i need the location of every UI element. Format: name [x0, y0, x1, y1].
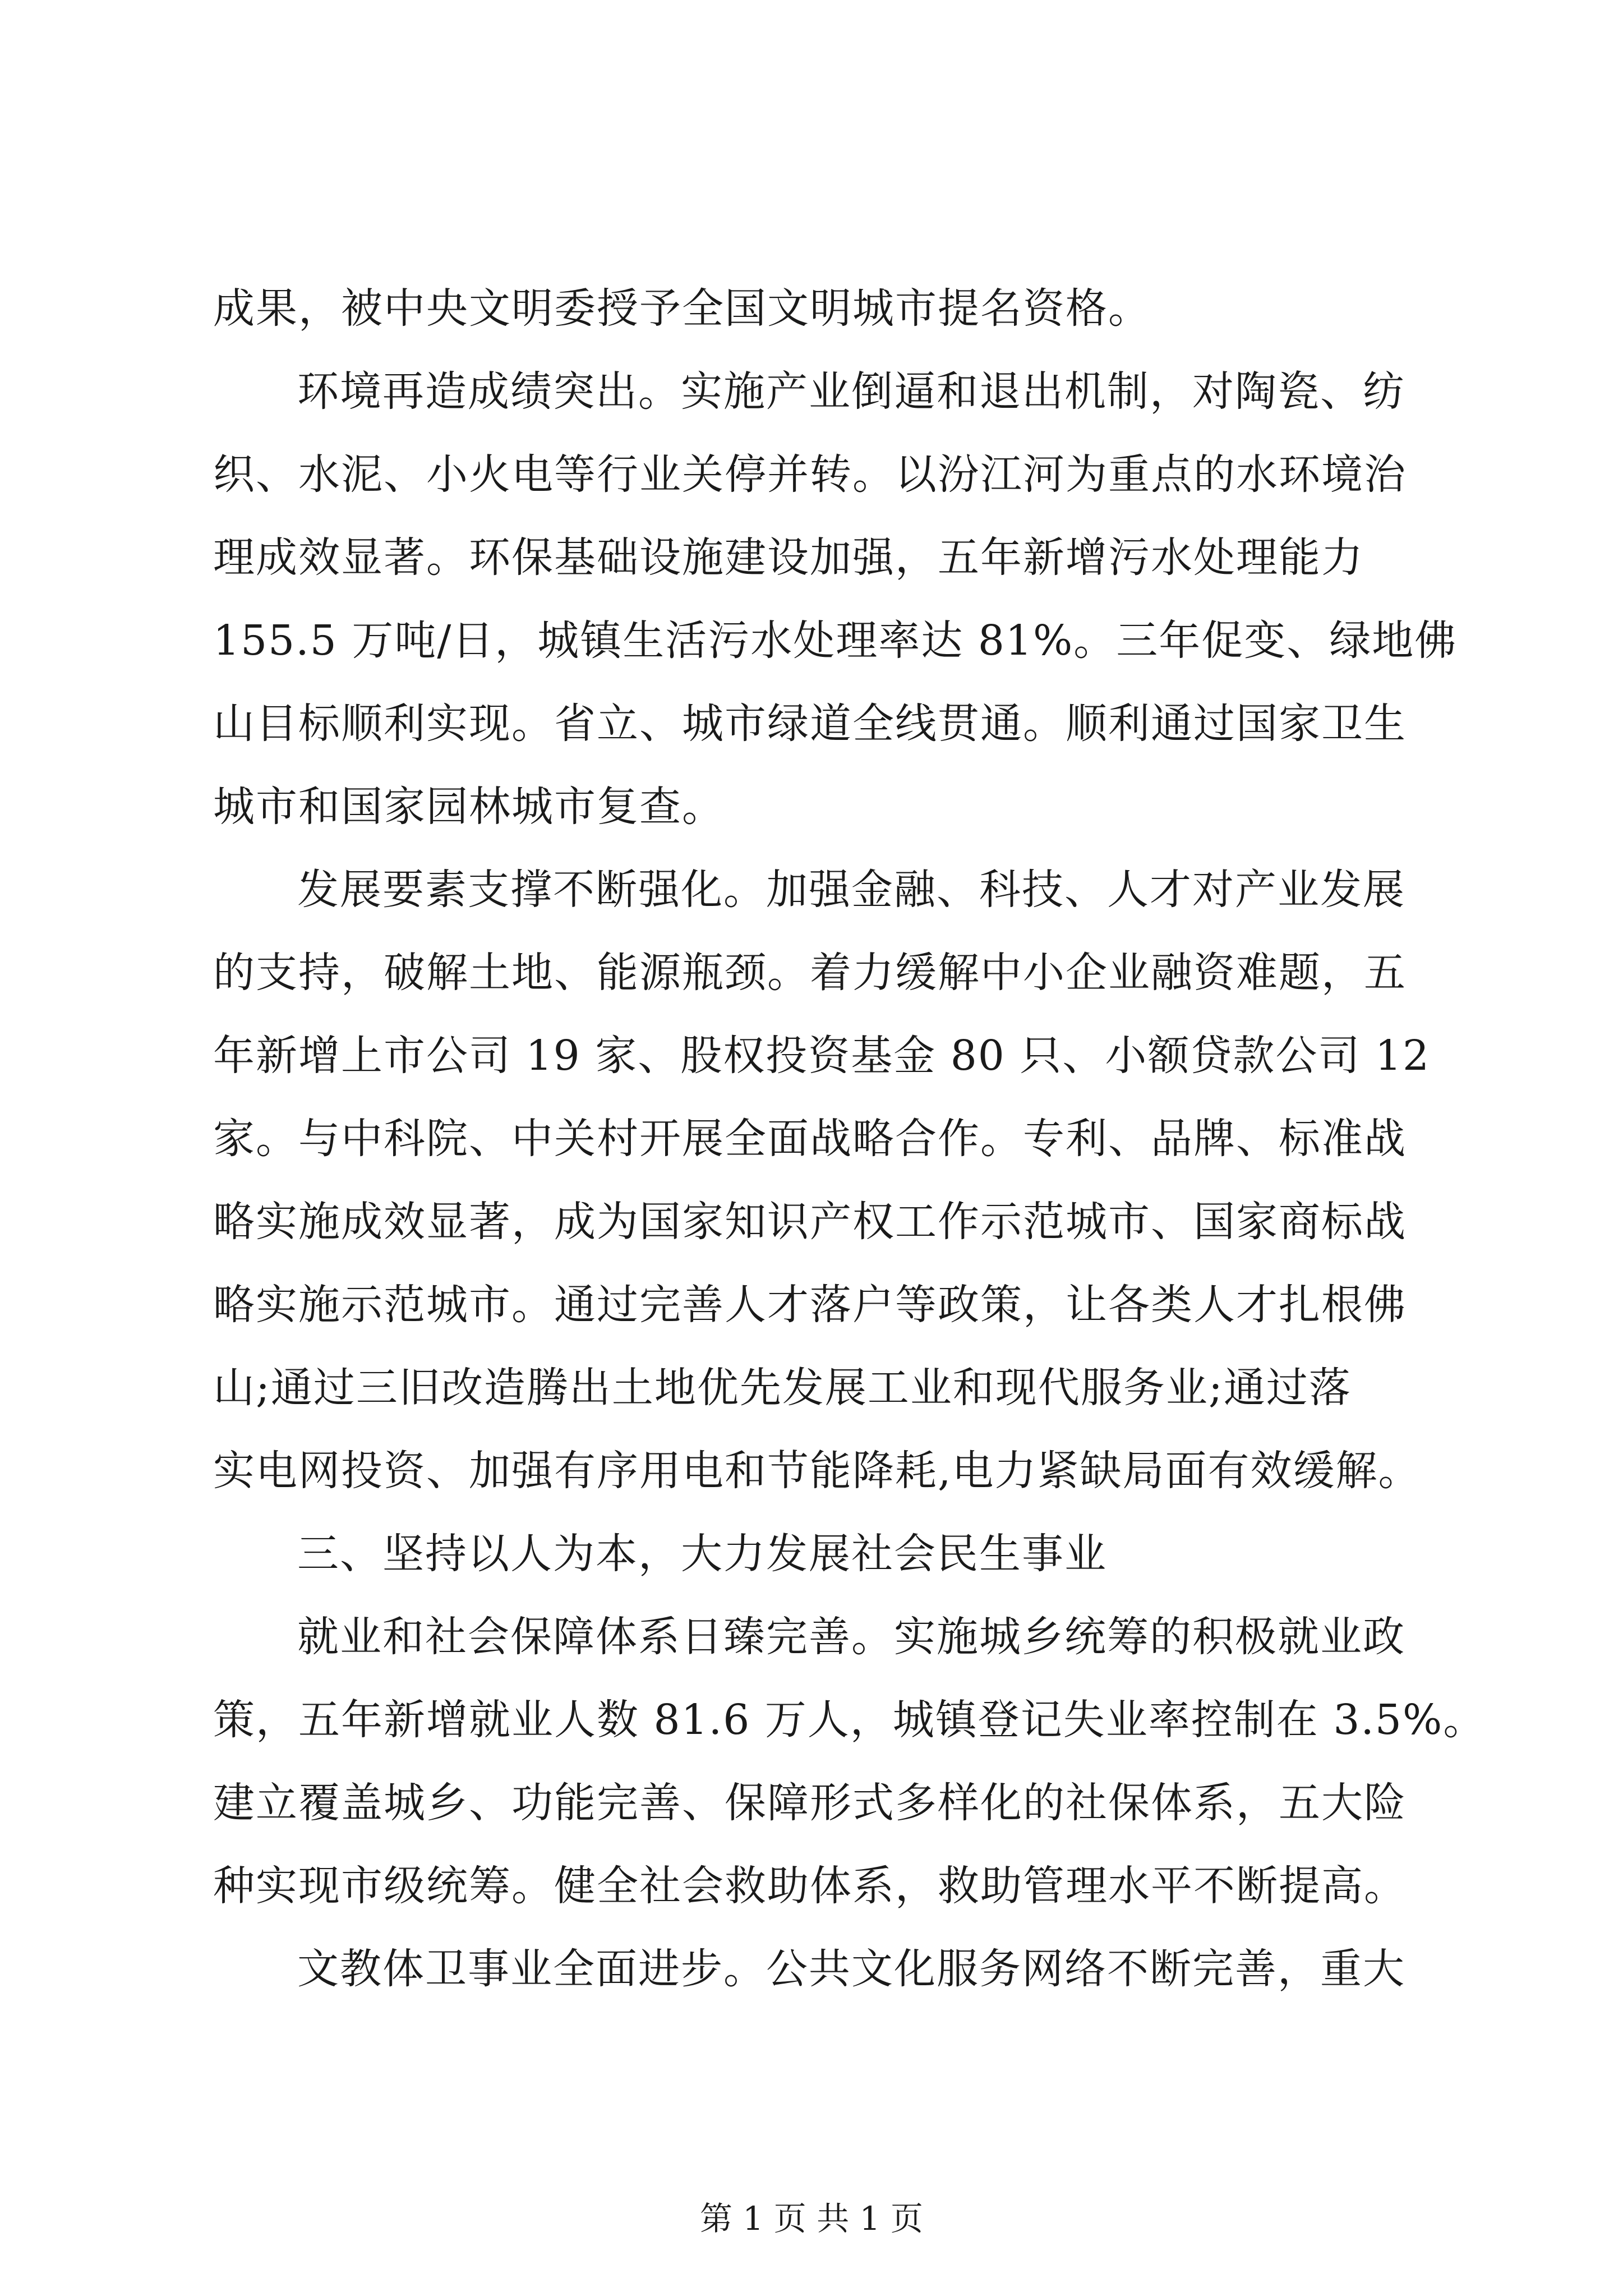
text-line: 山;通过三旧改造腾出土地优先发展工业和现代服务业;通过落 — [213, 1364, 1352, 1412]
text-line: 山目标顺利实现。省立、城市绿道全线贯通。顺利通过国家卫生 — [213, 700, 1407, 748]
text-line: 155.5 万吨/日，城镇生活污水处理率达 81%。三年促变、绿地佛 — [213, 616, 1458, 665]
text-line: 建立覆盖城乡、功能完善、保障形式多样化的社保体系，五大险 — [213, 1779, 1407, 1827]
text-line: 理成效显著。环保基础设施建设加强，五年新增污水处理能力 — [213, 533, 1364, 582]
text-line: 年新增上市公司 19 家、股权投资基金 80 只、小额贷款公司 12 — [213, 1032, 1431, 1080]
text-line: 实电网投资、加强有序用电和节能降耗,电力紧缺局面有效缓解。 — [213, 1447, 1421, 1495]
text-line: 的支持，破解土地、能源瓶颈。着力缓解中小企业融资难题，五 — [213, 949, 1407, 997]
text-line: 策，五年新增就业人数 81.6 万人，城镇登记失业率控制在 3.5%。 — [213, 1696, 1486, 1744]
text-line: 种实现市级统筹。健全社会救助体系，救助管理水平不断提高。 — [213, 1862, 1407, 1910]
text-line: 成果，被中央文明委授予全国文明城市提名资格。 — [213, 284, 1151, 333]
text-line: 家。与中科院、中关村开展全面战略合作。专利、品牌、标准战 — [213, 1115, 1407, 1163]
text-line: 略实施成效显著，成为国家知识产权工作示范城市、国家商标战 — [213, 1198, 1407, 1246]
paragraph-first-line: 环境再造成绩突出。实施产业倒逼和退出机制，对陶瓷、纺 — [297, 367, 1405, 416]
section-heading: 三、坚持以人为本，大力发展社会民生事业 — [297, 1530, 1107, 1578]
paragraph-first-line: 文教体卫事业全面进步。公共文化服务网络不断完善，重大 — [297, 1945, 1405, 1993]
page-footer: 第 1 页 共 1 页 — [700, 2200, 923, 2238]
paragraph-first-line: 发展要素支撑不断强化。加强金融、科技、人才对产业发展 — [297, 866, 1405, 914]
text-line: 织、水泥、小火电等行业关停并转。以汾江河为重点的水环境治 — [213, 450, 1407, 499]
text-line: 城市和国家园林城市复查。 — [213, 783, 725, 831]
paragraph-first-line: 就业和社会保障体系日臻完善。实施城乡统筹的积极就业政 — [297, 1613, 1405, 1661]
text-line: 略实施示范城市。通过完善人才落户等政策，让各类人才扎根佛 — [213, 1281, 1407, 1329]
